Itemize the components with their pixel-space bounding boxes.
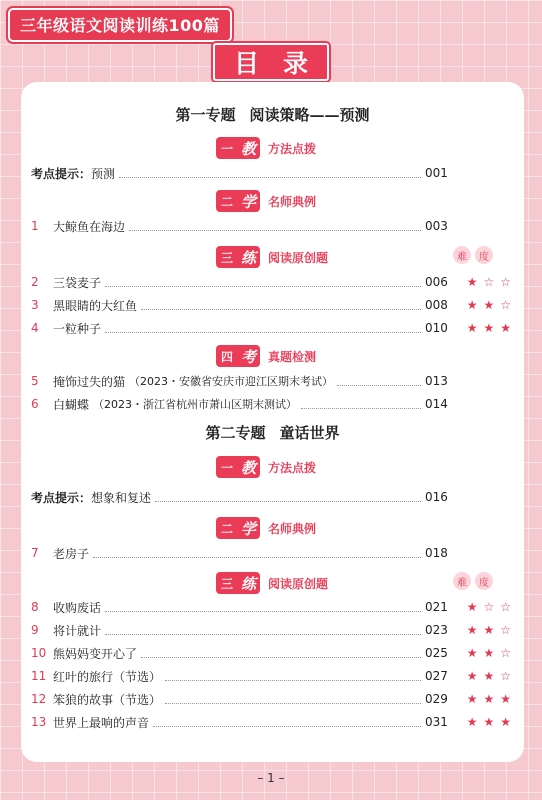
banner-label: 阅读原创题 (268, 250, 329, 265)
banner-jiao (216, 456, 316, 478)
star-empty-icon: ☆ (500, 275, 511, 289)
star-filled-icon: ★ (483, 669, 495, 683)
star-filled-icon: ★ (466, 646, 478, 660)
star-filled-icon: ★ (466, 692, 478, 706)
article-number: 8 (31, 600, 39, 614)
banner-char: 练 (240, 249, 256, 267)
page-number: 010 (425, 321, 448, 335)
tip-label: 考点提示： (31, 490, 92, 505)
article-number: 6 (31, 397, 39, 411)
star-filled-icon: ★ (466, 600, 478, 614)
star-filled-icon: ★ (483, 646, 495, 660)
difficulty-char-1: 难 (453, 572, 471, 590)
difficulty-stars (447, 692, 511, 706)
article-source-note: （2023・安徽省安庆市迎江区期末考试） (129, 375, 334, 388)
leader-dots (141, 301, 421, 310)
article-title: 一粒种子 (53, 321, 102, 336)
tip-value: 想象和复述 (91, 490, 152, 505)
star-filled-icon: ★ (483, 321, 495, 335)
page-number: 023 (425, 623, 448, 637)
difficulty-stars (447, 646, 511, 660)
leader-dots (105, 626, 421, 635)
page-number: 021 (425, 600, 448, 614)
toc-row[interactable] (31, 690, 511, 708)
toc-row[interactable] (31, 667, 511, 685)
toc-row[interactable] (31, 713, 511, 731)
leader-dots (141, 649, 421, 658)
leader-dots (165, 695, 421, 704)
leader-dots (93, 549, 421, 558)
leader-dots (119, 169, 421, 178)
difficulty-stars (447, 275, 511, 289)
section-2-title (21, 422, 524, 443)
star-filled-icon: ★ (500, 715, 511, 729)
leader-dots (105, 324, 421, 333)
banner-label: 名师典例 (268, 194, 317, 209)
article-number: 5 (31, 374, 39, 388)
difficulty-stars (447, 669, 511, 683)
toc-row[interactable] (31, 319, 511, 337)
section-1-title (21, 104, 524, 125)
book-title: 三年级语文阅读训练100篇 (8, 8, 232, 42)
banner-num: 四 (221, 350, 234, 364)
star-filled-icon: ★ (483, 692, 495, 706)
article-number: 11 (31, 669, 47, 683)
banner-num: 三 (221, 577, 234, 591)
article-source-note: （2023・浙江省杭州市萧山区期末测试） (93, 398, 298, 411)
star-empty-icon: ☆ (483, 600, 495, 614)
difficulty-stars (447, 715, 511, 729)
article-number: 7 (31, 546, 39, 560)
star-filled-icon: ★ (466, 321, 478, 335)
banner-lian (216, 246, 328, 268)
article-title: 大鲸鱼在海边 (53, 219, 126, 234)
tip-label: 考点提示： (31, 166, 92, 181)
toc-heading (213, 43, 329, 81)
banner-num: 三 (221, 251, 234, 265)
toc-row[interactable] (31, 544, 511, 562)
difficulty-label (453, 572, 493, 590)
star-empty-icon: ☆ (500, 669, 511, 683)
difficulty-stars (447, 321, 511, 335)
toc-row[interactable] (31, 598, 511, 616)
toc-row[interactable] (31, 217, 511, 235)
page-number: 018 (425, 546, 448, 560)
toc-card (21, 82, 524, 762)
star-filled-icon: ★ (466, 275, 478, 289)
leader-dots (105, 603, 421, 612)
banner-char: 教 (240, 140, 256, 158)
banner-num: 二 (221, 522, 234, 536)
star-empty-icon: ☆ (500, 298, 511, 312)
difficulty-char-2: 度 (475, 246, 493, 264)
page-number: 014 (425, 397, 448, 411)
leader-dots (337, 377, 421, 386)
banner-xue (216, 190, 316, 212)
page-number: 027 (425, 669, 448, 683)
section-2-title-a: 第二专题 (205, 424, 266, 442)
difficulty-char-1: 难 (453, 246, 471, 264)
banner-label: 方法点拨 (268, 141, 317, 156)
banner-jiao (216, 137, 316, 159)
page-number: 025 (425, 646, 448, 660)
page-number: 029 (425, 692, 448, 706)
article-title: 笨狼的故事（节选） (53, 692, 162, 707)
article-number: 4 (31, 321, 39, 335)
banner-label: 真题检测 (268, 349, 317, 364)
toc-heading-char-1: 目 (233, 49, 259, 78)
toc-row[interactable] (31, 395, 511, 413)
difficulty-stars (447, 298, 511, 312)
page-number: 031 (425, 715, 448, 729)
star-empty-icon: ☆ (500, 600, 511, 614)
leader-dots (105, 278, 421, 287)
star-filled-icon: ★ (466, 715, 478, 729)
toc-row[interactable] (31, 621, 511, 639)
page-number: 006 (425, 275, 448, 289)
star-empty-icon: ☆ (500, 623, 511, 637)
banner-tag (216, 190, 260, 212)
tip-value: 预测 (91, 166, 116, 181)
difficulty-char-2: 度 (475, 572, 493, 590)
tip-text (31, 489, 151, 506)
page-number: 013 (425, 374, 448, 388)
banner-char: 考 (240, 348, 256, 366)
article-number: 9 (31, 623, 39, 637)
article-number: 12 (31, 692, 47, 706)
toc-row[interactable] (31, 296, 511, 314)
star-filled-icon: ★ (466, 669, 478, 683)
article-title: 世界上最响的声音 (53, 715, 150, 730)
banner-label: 阅读原创题 (268, 576, 329, 591)
banner-char: 教 (240, 459, 256, 477)
difficulty-stars (447, 600, 511, 614)
tip-row[interactable] (31, 164, 511, 182)
article-number: 13 (31, 715, 47, 729)
leader-dots (129, 222, 421, 231)
article-title: 三袋麦子 (53, 275, 102, 290)
star-filled-icon: ★ (500, 692, 511, 706)
article-title: 收购废话 (53, 600, 102, 615)
page-footer-number: – 1 – (257, 771, 285, 785)
tip-row[interactable] (31, 488, 511, 506)
leader-dots (301, 400, 421, 409)
star-filled-icon: ★ (483, 715, 495, 729)
page-number: 003 (425, 219, 448, 233)
article-number: 1 (31, 219, 39, 233)
article-title: 红叶的旅行（节选） (53, 669, 162, 684)
leader-dots (153, 718, 421, 727)
star-filled-icon: ★ (483, 298, 495, 312)
toc-row[interactable] (31, 644, 511, 662)
section-2-title-b: 童话世界 (279, 424, 340, 442)
page-number: 001 (425, 166, 448, 180)
article-title: 掩饰过失的猫 (53, 374, 126, 389)
banner-char: 学 (240, 193, 256, 211)
toc-row[interactable] (31, 273, 511, 291)
leader-dots (165, 672, 421, 681)
banner-label: 方法点拨 (268, 460, 317, 475)
banner-kao (216, 345, 316, 367)
banner-tag (216, 137, 260, 159)
banner-label: 名师典例 (268, 521, 317, 536)
star-filled-icon: ★ (500, 321, 511, 335)
article-number: 3 (31, 298, 39, 312)
toc-heading-char-2: 录 (283, 49, 309, 78)
page-number: 008 (425, 298, 448, 312)
article-title: 老房子 (53, 546, 90, 561)
banner-tag (216, 572, 260, 594)
banner-char: 学 (240, 520, 256, 538)
difficulty-stars (447, 623, 511, 637)
banner-tag (216, 517, 260, 539)
banner-char: 练 (240, 575, 256, 593)
star-empty-icon: ☆ (500, 646, 511, 660)
banner-num: 二 (221, 195, 234, 209)
page-number: 016 (425, 490, 448, 504)
banner-xue (216, 517, 316, 539)
article-title: 熊妈妈变开心了 (53, 646, 138, 661)
article-title: 白蝴蝶 (53, 397, 90, 412)
star-filled-icon: ★ (466, 623, 478, 637)
section-1-title-a: 第一专题 (175, 106, 236, 124)
banner-lian (216, 572, 328, 594)
article-number: 2 (31, 275, 39, 289)
star-filled-icon: ★ (466, 298, 478, 312)
star-filled-icon: ★ (483, 623, 495, 637)
article-title: 黑眼睛的大红鱼 (53, 298, 138, 313)
tip-text (31, 165, 115, 182)
banner-num: 一 (221, 142, 234, 156)
article-title: 将计就计 (53, 623, 102, 638)
banner-tag (216, 345, 260, 367)
toc-row[interactable] (31, 372, 511, 390)
section-1-title-b: 阅读策略——预测 (249, 106, 370, 124)
article-number: 10 (31, 646, 47, 660)
banner-tag (216, 456, 260, 478)
star-empty-icon: ☆ (483, 275, 495, 289)
banner-num: 一 (221, 461, 234, 475)
banner-tag (216, 246, 260, 268)
difficulty-label (453, 246, 493, 264)
leader-dots (155, 493, 421, 502)
